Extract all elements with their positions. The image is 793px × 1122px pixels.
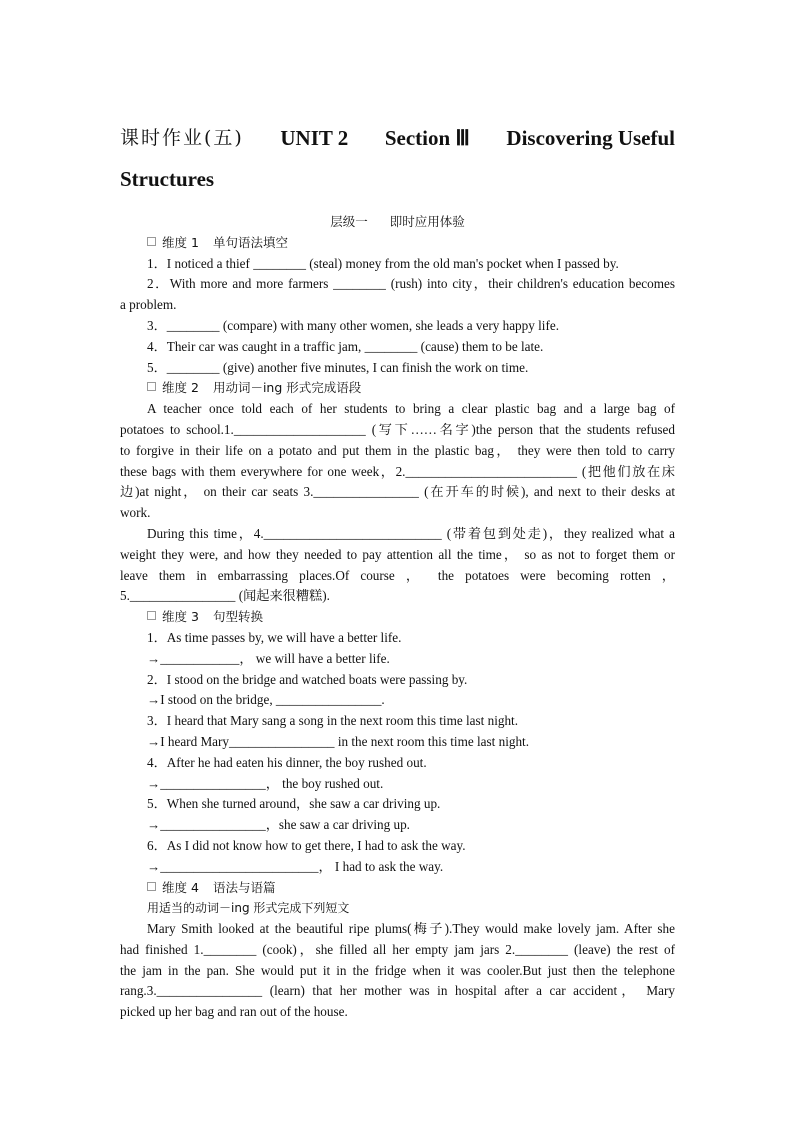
- level-heading-left: 层级一: [330, 214, 368, 229]
- checkbox-icon: [147, 382, 156, 391]
- passage-line: leave them in embarrassing places.Of course ， the potatoes were becoming rotten ，: [120, 567, 675, 583]
- section-1-item-cont: a problem.: [120, 297, 177, 313]
- title-line-2: Structures: [120, 167, 215, 191]
- passage-line: Mary Smith looked at the beautiful ripe plums(梅子).They would make lovely jam. After she: [147, 921, 675, 937]
- section-1-item: 1．I noticed a thief ________ (steal) money from the old man's pocket when I passed by.: [147, 255, 619, 271]
- section-1-item: 4．Their car was caught in a traffic jam, ________ (cause) them to be late.: [147, 338, 544, 354]
- title-unit: UNIT 2: [280, 126, 349, 150]
- section-3-heading: [120, 607, 675, 628]
- transform-question: 4．After he had eaten his dinner, the boy rushed out.: [147, 754, 427, 770]
- section-4-instruction: 用适当的动词－ing 形式完成下列短文: [147, 901, 350, 916]
- title-line-1: [120, 118, 675, 159]
- title-cn: 课时作业(五): [120, 127, 244, 149]
- section-1-item: 2．With more and more farmers ________ (rush) into city，their children's education becomes: [147, 276, 675, 292]
- section-2-heading: [120, 378, 675, 399]
- checkbox-icon: [147, 611, 156, 620]
- section-1-item: 3．________ (compare) with many other women, she leads a very happy life.: [147, 317, 559, 333]
- transform-answer: →________________________， I had to ask the way.: [147, 858, 444, 874]
- passage-line: During this time，4.___________________________ (带着包到处走)，they realized what a: [147, 525, 675, 541]
- passage-line: had finished 1.________ (cook)，she filled all her empty jam jars 2.________ (leave) the rest of: [120, 941, 675, 957]
- transform-question: 2．I stood on the bridge and watched boats were passing by.: [147, 671, 468, 687]
- level-heading: [120, 212, 675, 233]
- passage-line: picked up her bag and ran out of the house.: [120, 1004, 348, 1020]
- passage-line: work.: [120, 505, 151, 521]
- transform-question: 3．I heard that Mary sang a song in the next room this time last night.: [147, 713, 519, 729]
- transform-answer: →I stood on the bridge, ________________.: [147, 692, 385, 708]
- transform-question: 5．When she turned around，she saw a car driving up.: [147, 796, 441, 812]
- checkbox-icon: [147, 237, 156, 246]
- page-title: [120, 118, 675, 200]
- section-2-label: 维度 2: [162, 380, 199, 396]
- transform-question: 6．As I did not know how to get there, I had to ask the way.: [147, 837, 466, 853]
- passage-line: A teacher once told each of her students to bring a clear plastic bag and a large bag of: [147, 401, 675, 417]
- section-3-title: 句型转换: [212, 609, 263, 625]
- section-2-title: 用动词－ing 形式完成语段: [212, 380, 362, 396]
- transform-answer: →________________， the boy rushed out.: [147, 775, 384, 791]
- passage-line: to forgive in their life on a potato and put them in the plastic bag， they were then told to carry: [120, 442, 675, 458]
- section-1-item: 5．________ (give) another five minutes, I can finish the work on time.: [147, 359, 529, 375]
- passage-line: 5.________________ (闻起来很糟糕).: [120, 588, 330, 604]
- passage-line: rang.3.________________ (learn) that her mother was in hospital after a car accident， Mary: [120, 983, 675, 999]
- section-1-label: 维度 1: [162, 234, 199, 250]
- title-topic: Discovering Useful: [506, 126, 675, 150]
- level-heading-right: 即时应用体验: [389, 214, 465, 229]
- checkbox-icon: [147, 882, 156, 891]
- passage-line: 边)at night， on their car seats 3.________________ (在开车的时候), and next to their desks at: [120, 484, 675, 500]
- transform-answer: →____________， we will have a better life.: [147, 650, 390, 666]
- transform-question: 1．As time passes by, we will have a better life.: [147, 629, 402, 645]
- passage-line: weight they were, and how they needed to pay attention all the time， so as not to forget them or: [120, 546, 675, 562]
- passage-line: potatoes to school.1.____________________ (写下……名字)the person that the students refused: [120, 421, 675, 437]
- section-4-label: 维度 4: [162, 879, 199, 895]
- section-4-title: 语法与语篇: [212, 879, 276, 895]
- section-1-heading: [120, 233, 675, 254]
- transform-answer: →________________，she saw a car driving up.: [147, 817, 410, 833]
- section-3-label: 维度 3: [162, 609, 199, 625]
- section-1-title: 单句语法填空: [212, 234, 288, 250]
- section-4-heading: [120, 878, 675, 899]
- passage-line: the jam in the pan. She would put it in the fridge when it was cooler.But just then the telephone: [120, 962, 675, 978]
- passage-line: these bags with them everywhere for one week，2.__________________________ (把他们放在床: [120, 463, 675, 479]
- title-section: Section Ⅲ: [384, 126, 470, 150]
- document-body: [120, 212, 675, 1023]
- transform-answer: →I heard Mary________________ in the next room this time last night.: [147, 733, 530, 749]
